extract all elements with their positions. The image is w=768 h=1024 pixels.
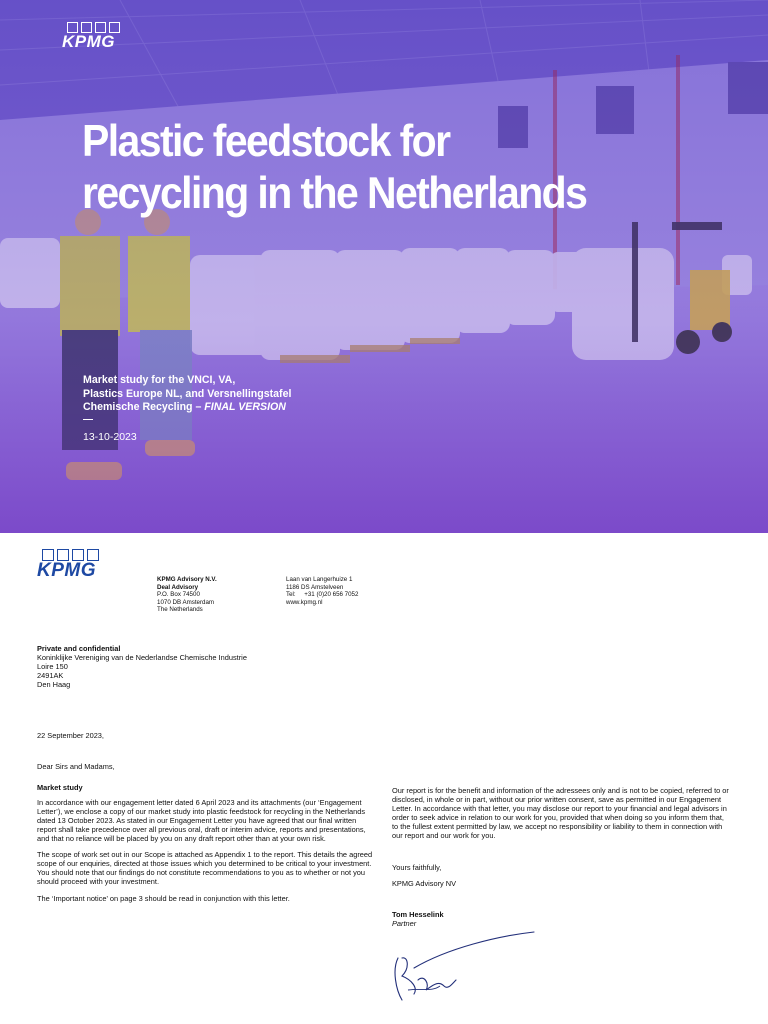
cover-kpmg-logo: [62, 22, 120, 50]
paragraph-scope: The scope of work set out in our Scope is attached as Appendix 1 to the report. This details the agreed scope of our enquiries, directed at those issues which you determined to be critical to your investment. You should note that our findings do not constitute recommendations to you as to whether or not you should proceed with your investment.: [37, 850, 373, 887]
paragraph-disclosure: Our report is for the benefit and information of the adressees only and is not to be copied, referred to or disclosed, in whole or in part, without our prior written consent, save as permitted in our Engagement Letter. In accordance with that letter, you may disclose our report to your financial and legal advisors in order to seek advice in relation to our work for you, provided that when doing so you inform them that, to the fullest extent permitted by law, we accept no responsibility or liability to them in connection with our report and our work for you.: [392, 786, 729, 840]
tel-label: Tel:: [286, 591, 296, 599]
office-city: 1186 DS Amstelveen: [286, 583, 344, 591]
cover-title-line2: recycling in the Netherlands: [82, 167, 587, 218]
office-address: [286, 576, 358, 606]
letter-body-left: [37, 784, 377, 912]
final-version-label: FINAL VERSION: [204, 401, 286, 413]
recipient-city: Den Haag: [37, 679, 71, 689]
letter-kpmg-logo: [37, 549, 99, 580]
signer-role: Partner: [392, 918, 417, 928]
recipient-street: Loire 150: [37, 661, 68, 671]
salutation: Dear Sirs and Madams,: [37, 762, 115, 771]
signer-name: Tom Hesselink: [392, 910, 444, 919]
closing: Yours faithfully,: [392, 863, 442, 872]
recipient-block: [37, 645, 247, 690]
cover-subtitle-line1: Market study for the VNCI, VA,: [83, 374, 236, 386]
paragraph-engagement: In accordance with our engagement letter dated 6 April 2023 and its attachments (our ‘Engagement Letter’), we enclose a copy of our market study into plastic feedstock for recycling in the Netherlands dated 13 October 2023. As stated in our Engagement Letter you have agreed that our final written report shall take precedence over all previous oral, draft or interim advice, reports and presentations, and that no reliance will be placed by you on any draft report other than at your own risk.: [37, 797, 366, 843]
cover-subtitle-line3: [83, 401, 383, 415]
handwritten-signature: [388, 928, 548, 1008]
market-study-heading: Market study: [37, 783, 83, 792]
recipient-postal: 2491AK: [37, 670, 64, 680]
recipient-name: Koninklijke Vereniging van de Nederlandse Chemische Industrie: [37, 652, 247, 662]
cover-subtitle-line2: Plastics Europe NL, and Versnellingstafel: [83, 387, 292, 400]
confidential-label: Private and confidential: [37, 644, 121, 653]
cover-subtitle-line3-text: Chemische Recycling –: [83, 401, 205, 413]
sender-company: KPMG Advisory N.V.: [157, 576, 217, 583]
letter-date: 22 September 2023,: [37, 731, 104, 740]
cover-title-line1: Plastic feedstock for: [82, 116, 450, 166]
kpmg-logo-text: KPMG: [37, 560, 96, 581]
sender-department: Deal Advisory: [157, 583, 199, 591]
cover-title: [82, 115, 642, 219]
sender-po-box: P.O. Box 74500: [157, 591, 200, 599]
closing-company: KPMG Advisory NV: [392, 879, 457, 888]
office-street: Laan van Langerhuize 1: [286, 576, 353, 583]
sender-country: The Netherlands: [157, 606, 203, 614]
cover-dash: [83, 419, 93, 420]
letter-body-right: [392, 787, 732, 848]
sender-city: 1070 DB Amsterdam: [157, 598, 215, 606]
cover-subtitle: [83, 374, 383, 415]
sender-address: [157, 576, 217, 614]
office-tel: [286, 591, 358, 599]
signer-block: [392, 911, 444, 929]
office-web[interactable]: www.kpmg.nl: [286, 598, 323, 606]
tel-number: +31 (0)20 656 7052: [304, 591, 359, 599]
paragraph-important-notice: The ‘Important notice’ on page 3 should be read in conjunction with this letter.: [37, 894, 290, 904]
kpmg-logo-text: KPMG: [62, 32, 115, 51]
cover-date: 13-10-2023: [83, 431, 137, 443]
